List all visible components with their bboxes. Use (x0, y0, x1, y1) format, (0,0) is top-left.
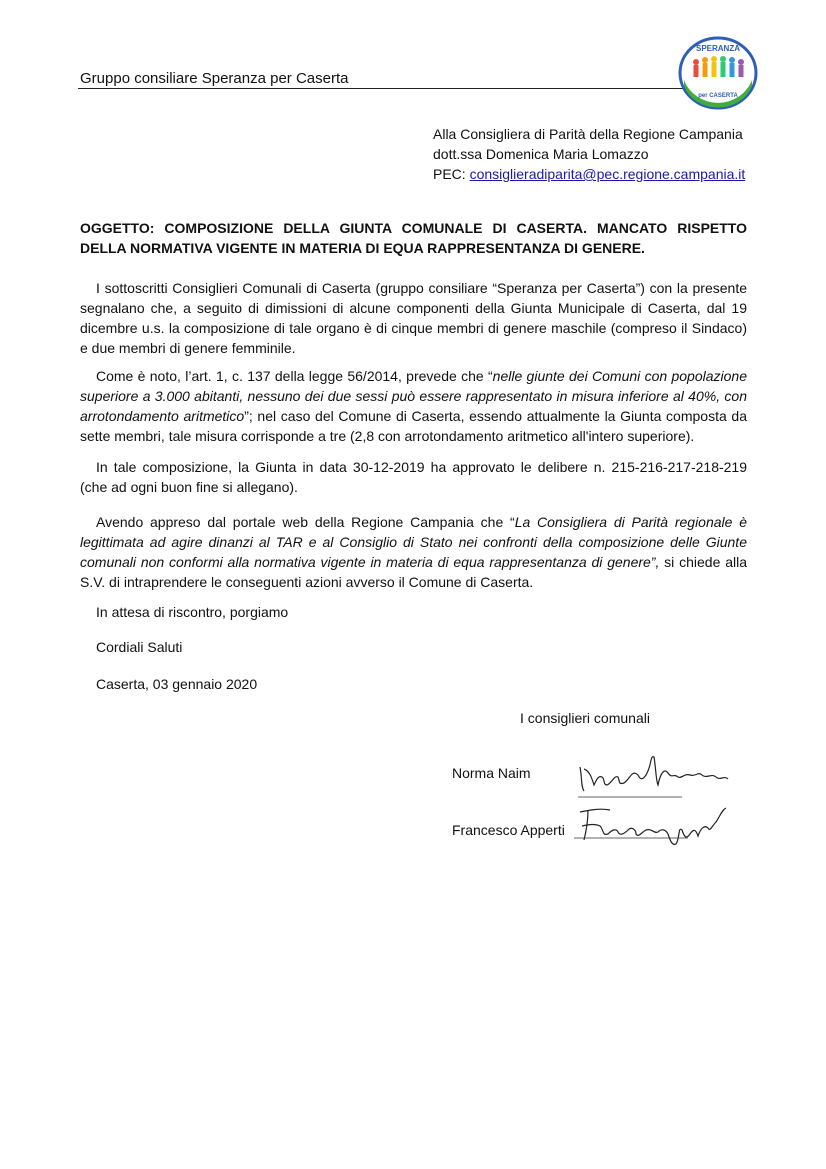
paragraph-2-intro: Come è noto, l’art. 1, c. 137 della legge 56/2014, prevede che “ (96, 368, 493, 384)
signature-2 (570, 800, 735, 855)
paragraph-3: In tale composizione, la Giunta in data 30-12-2019 ha approvato le delibere n. 215-216-217-218-219 (che ad ogni buon fine si allegano). (80, 459, 747, 495)
paragraph-2-quote: nelle giunte dei Comuni con popolazione superiore a 3.000 abitanti, nessuno dei due sessi può essere rappresentato in misura inferiore al 40%, con arrotondamento aritmetico (80, 368, 747, 424)
pec-email-link[interactable]: consiglieradiparita@pec.regione.campania.it (469, 166, 746, 182)
recipient-line1: Alla Consigliera di Parità della Regione Campania (433, 126, 743, 142)
paragraph-4-rest: si chiede alla S.V. di intraprendere le conseguenti azioni avverso il Comune di Caserta. (80, 554, 747, 590)
paragraph-1: I sottoscritti Consiglieri Comunali di Caserta (gruppo consiliare “Speranza per Caserta”) con la presente segnalano che, a seguito di dimissioni di alcune componenti della Giunta Municipale di Caserta, dal 19 dicembre u.s. la composizione di tale organo è di cinque membri di genere maschile (compreso il Sindaco) e due membri di genere femminile. (80, 280, 747, 356)
logo-bottom-text: per CASERTA (698, 93, 738, 99)
pec-label: PEC: (433, 166, 470, 182)
recipient-block (433, 124, 745, 184)
signer-name-1: Norma Naim (452, 765, 531, 781)
subject-heading: OGGETTO: COMPOSIZIONE DELLA GIUNTA COMUNALE DI CASERTA. MANCATO RISPETTO DELLA NORMATIVA VIGENTE IN MATERIA DI EQUA RAPPRESENTANZA DI GENERE. (80, 220, 747, 256)
paragraph-4 (80, 512, 747, 592)
greeting: Cordiali Saluti (96, 639, 183, 655)
logo-top-text: SPERANZA (695, 44, 741, 53)
recipient-pec (433, 164, 745, 184)
header-underline (78, 88, 688, 89)
group-name: Gruppo consiliare Speranza per Caserta (80, 70, 349, 87)
recipient-line2: dott.ssa Domenica Maria Lomazzo (433, 146, 649, 162)
speranza-logo (678, 36, 758, 110)
paragraph-2-rest: ”; nel caso del Comune di Caserta, essendo attualmente la Giunta composta da sette membri, tale misura corrisponde a tre (2,8 con arrotondamento aritmetico all'intero superiore). (80, 408, 747, 444)
closing-line: In attesa di riscontro, porgiamo (96, 604, 289, 620)
paragraph-4-quote: La Consigliera di Parità regionale è legittimata ad agire dinanzi al TAR e al Consiglio di Stato nei confronti della composizione delle Giunte comunali non conformi alla normativa vigente in materia di equa rappresentanza di genere”, (80, 514, 747, 570)
place-date: Caserta, 03 gennaio 2020 (96, 676, 258, 692)
paragraph-4-intro: Avendo appreso dal portale web della Regione Campania che “ (96, 514, 515, 530)
paragraph-2 (80, 366, 747, 446)
signer-name-2: Francesco Apperti (452, 822, 565, 838)
signers-title: I consiglieri comunali (520, 710, 650, 726)
signature-1 (572, 745, 737, 805)
